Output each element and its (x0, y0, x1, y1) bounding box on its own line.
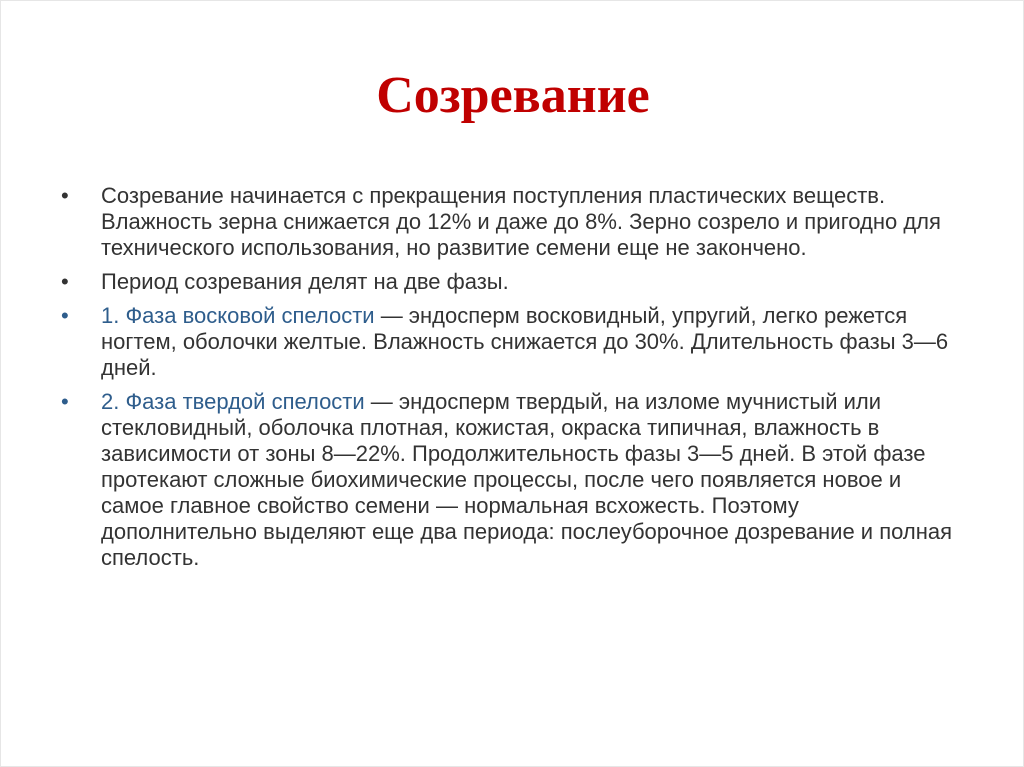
item-text: Созревание начинается с прекращения поступления пластических веществ. Влажность зерна снижается до 12% и даже до 8%. Зерно созрело и пригодно для технического использования, но развитие семени еще не закончено. (101, 183, 941, 260)
slide-title: Созревание (376, 67, 650, 124)
item-text: — эндосперм восковидный, упругий, легко режется ногтем, оболочки желтые. Влажность снижается до 30%. Длительность фазы 3—6 дней. (101, 303, 949, 380)
list-item (61, 269, 961, 295)
phase-label: 2. Фаза твердой спелости (101, 389, 365, 414)
bullet-icon: • (61, 183, 69, 208)
item-text: — эндосперм твердый, на изломе мучнистый или стекловидный, оболочка плотная, кожистая, окраска типичная, влажность в зависимости от зоны 8—22%. Продолжительность фазы 3—5 дней. В этой фазе протекают сложные биохимические процессы, после чего появляется новое и самое главное свойство семени — нормальная всхожесть. Поэтому дополнительно выделяют еще два периода: послеуборочное дозревание и полная спелость. (101, 389, 953, 570)
list-item (61, 303, 961, 381)
item-text: Период созревания делят на две фазы. (101, 269, 509, 294)
bullet-icon: • (61, 269, 69, 294)
bullet-icon: • (61, 303, 69, 328)
list-item (61, 389, 961, 571)
list-item (61, 183, 961, 261)
bullet-icon: • (61, 389, 69, 414)
bullet-list (61, 183, 961, 579)
phase-label: 1. Фаза восковой спелости (101, 303, 375, 328)
